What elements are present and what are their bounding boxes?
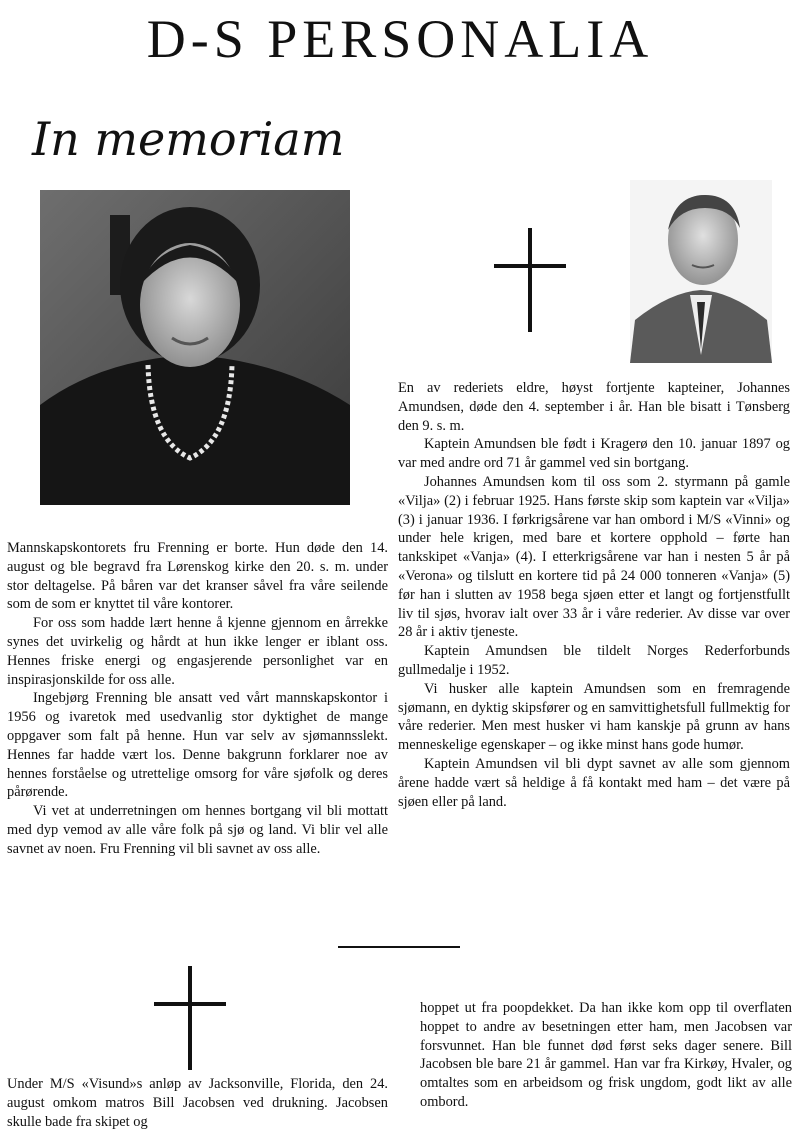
cross-icon <box>154 966 226 1070</box>
paragraph: Johannes Amundsen kom til oss som 2. styrmann på gamle «Vilja» (2) i februar 1925. Hans første skip som kaptein var «Vilja» (3) i januar 1936. I førkrigsårene var han ombord i M/S «Vinni» og under hele krigen, med bare et kortere opphold – førte han tankskipet «Vanja» (4). I etterkrigsårene var han i nesten 5 år på «Verona» og tilslutt en kortere tid på 24 000 tonneren «Vanja» (5) før han i slutten av 1958 bega sjøen etter et langt og fortjenstfullt liv til sjøs, hvorav ialt over 33 år i våre rederier. Av disse var over 28 år i aktiv tjeneste. <box>398 473 790 641</box>
jacobsen-obituary-part1 <box>7 1075 388 1131</box>
paragraph: Mannskapskontorets fru Frenning er borte. Hun døde den 14. august og ble begravd fra Lørenskog kirke den 20. s. m. under stor deltagelse. På båren var det kranser såvel fra våre seilende som de som er knyttet til våre kontorer. <box>7 540 388 613</box>
cross-icon <box>494 228 566 332</box>
page-title: D-S PERSONALIA <box>146 9 654 69</box>
portrait-photo-amundsen <box>630 180 772 363</box>
paragraph: Kaptein Amundsen vil bli dypt savnet av alle som gjennom årene hadde vært så heldige å få kontakt med ham – det være på sjøen eller på land. <box>398 755 790 810</box>
paragraph: Vi husker alle kaptein Amundsen som en fremragende sjømann, en dyktig skipsfører og en samvittighetsfull fullmektig for våre rederier. Men mest husker vi ham kanskje på grunn av hans menneskelige egenskaper – og ikke minst hans gode humør. <box>398 680 790 754</box>
paragraph: Vi vet at underretningen om hennes bortgang vil bli mottatt med dyp vemod av alle våre folk på sjø og land. Vi blir vel alle savnet av noen. Fru Frenning vil bli savnet av oss alle. <box>7 803 388 857</box>
portrait-photo-frenning <box>40 190 350 505</box>
paragraph: hoppet ut fra poopdekket. Da han ikke kom opp til overflaten hoppet to andre av besetningen etter ham, men Jacobsen var forsvunnet. Han ble funnet død først seks dager senere. Bill Jacobsen ble bare 21 år gammel. Han var fra Kirkøy, Hvaler, og omtaltes som en arbeidsom og frisk ungdom, godt likt av alle ombord. <box>420 1000 792 1110</box>
paragraph: For oss som hadde lært henne å kjenne gjennom en årrekke synes det uvirkelig og hårdt at hun ikke lenger er iblant oss. Hennes friske energi og engasjerende personlighet var en inspirasjonskilde for oss alle. <box>7 615 388 688</box>
section-title: In memoriam <box>32 112 345 166</box>
paragraph: Ingebjørg Frenning ble ansatt ved vårt mannskapskontor i 1956 og ivaretok med usedvanlig stor dyktighet de mange oppgaver som falt på henne. Hun var selv av sjømannsslekt. Hennes far hadde vært los. Denne bakgrunn forklarer noe av hennes forståelse og utrettelige omsorg for våre sjøfolk og deres pårørende. <box>7 690 388 801</box>
paragraph: En av rederiets eldre, høyst fortjente kapteiner, Johannes Amundsen, døde den 4. september i år. Han ble bisatt i Tønsberg den 9. s. m. <box>398 380 790 434</box>
frenning-obituary <box>7 539 388 859</box>
amundsen-obituary <box>398 379 790 811</box>
section-divider <box>338 946 460 948</box>
jacobsen-obituary-part2 <box>420 999 792 1112</box>
paragraph: Under M/S «Visund»s anløp av Jacksonville, Florida, den 24. august omkom matros Bill Jacobsen ved drukning. Jacobsen skulle bade fra skipet og <box>7 1076 388 1130</box>
paragraph: Kaptein Amundsen ble tildelt Norges Rederforbunds gullmedalje i 1952. <box>398 643 790 678</box>
paragraph: Kaptein Amundsen ble født i Kragerø den 10. januar 1897 og var med andre ord 71 år gammel ved sin bortgang. <box>398 436 790 472</box>
